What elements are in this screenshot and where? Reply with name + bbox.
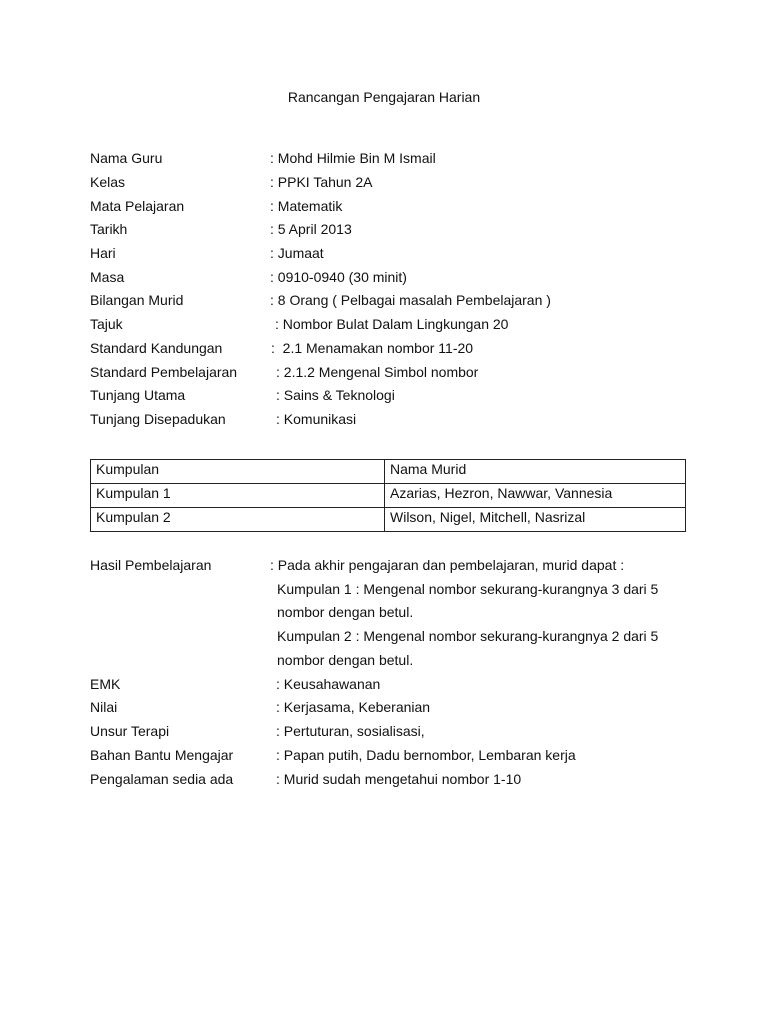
field-label: EMK <box>90 676 121 692</box>
field-value: : Mohd Hilmie Bin M Ismail <box>270 150 436 166</box>
table-header-cell: Nama Murid <box>385 460 686 484</box>
document-title: Rancangan Pengajaran Harian <box>287 89 481 105</box>
outcome-line: nombor dengan betul. <box>277 652 414 668</box>
field-label: Bahan Bantu Mengajar <box>90 747 234 763</box>
field-value: : Kerjasama, Keberanian <box>276 699 431 715</box>
field-label: Pengalaman sedia ada <box>90 771 234 787</box>
field-value: : Pada akhir pengajaran dan pembelajaran, murid dapat : <box>270 557 625 573</box>
outcome-line: nombor dengan betul. <box>277 604 414 620</box>
field-value: : Jumaat <box>270 245 324 261</box>
field-value: : Nombor Bulat Dalam Lingkungan 20 <box>275 316 509 332</box>
field-label: Hasil Pembelajaran <box>90 557 212 573</box>
field-label: Unsur Terapi <box>90 723 170 739</box>
table-row <box>91 484 686 508</box>
table-cell: Azarias, Hezron, Nawwar, Vannesia <box>385 484 686 508</box>
field-label: Kelas <box>90 174 126 190</box>
field-value: : Murid sudah mengetahui nombor 1-10 <box>276 771 522 787</box>
field-value: : Sains & Teknologi <box>276 387 395 403</box>
field-value: : Komunikasi <box>276 411 357 427</box>
field-label: Mata Pelajaran <box>90 198 185 214</box>
field-label: Standard Kandungan <box>90 340 223 356</box>
field-label: Bilangan Murid <box>90 292 184 308</box>
field-value: : 5 April 2013 <box>270 221 352 237</box>
table-header-cell: Kumpulan <box>91 460 385 484</box>
table-cell: Kumpulan 1 <box>91 484 385 508</box>
field-label: Nilai <box>90 699 118 715</box>
table-cell: Wilson, Nigel, Mitchell, Nasrizal <box>385 508 686 532</box>
field-value: : Papan putih, Dadu bernombor, Lembaran kerja <box>276 747 576 763</box>
field-value: : Pertuturan, sosialisasi, <box>276 723 425 739</box>
field-label: Nama Guru <box>90 150 163 166</box>
field-value: : 8 Orang ( Pelbagai masalah Pembelajaran ) <box>270 292 551 308</box>
field-value: : 2.1 Menamakan nombor 11-20 <box>271 340 474 356</box>
field-value: : Matematik <box>270 198 343 214</box>
field-label: Standard Pembelajaran <box>90 364 238 380</box>
field-label: Tarikh <box>90 221 128 237</box>
table-header-row <box>91 460 686 484</box>
field-value: : 0910-0940 (30 minit) <box>270 269 407 285</box>
field-label: Tajuk <box>90 316 123 332</box>
field-value: : PPKI Tahun 2A <box>270 174 373 190</box>
outcome-line: Kumpulan 1 : Mengenal nombor sekurang-kurangnya 3 dari 5 <box>277 581 659 597</box>
outcome-line: Kumpulan 2 : Mengenal nombor sekurang-kurangnya 2 dari 5 <box>277 628 659 644</box>
field-value: : 2.1.2 Mengenal Simbol nombor <box>276 364 479 380</box>
field-label: Tunjang Utama <box>90 387 186 403</box>
field-label: Masa <box>90 269 125 285</box>
table-row <box>91 508 686 532</box>
field-value: : Keusahawanan <box>276 676 381 692</box>
groups-table <box>90 459 686 532</box>
field-label: Hari <box>90 245 116 261</box>
table-cell: Kumpulan 2 <box>91 508 385 532</box>
field-label: Tunjang Disepadukan <box>90 411 226 427</box>
